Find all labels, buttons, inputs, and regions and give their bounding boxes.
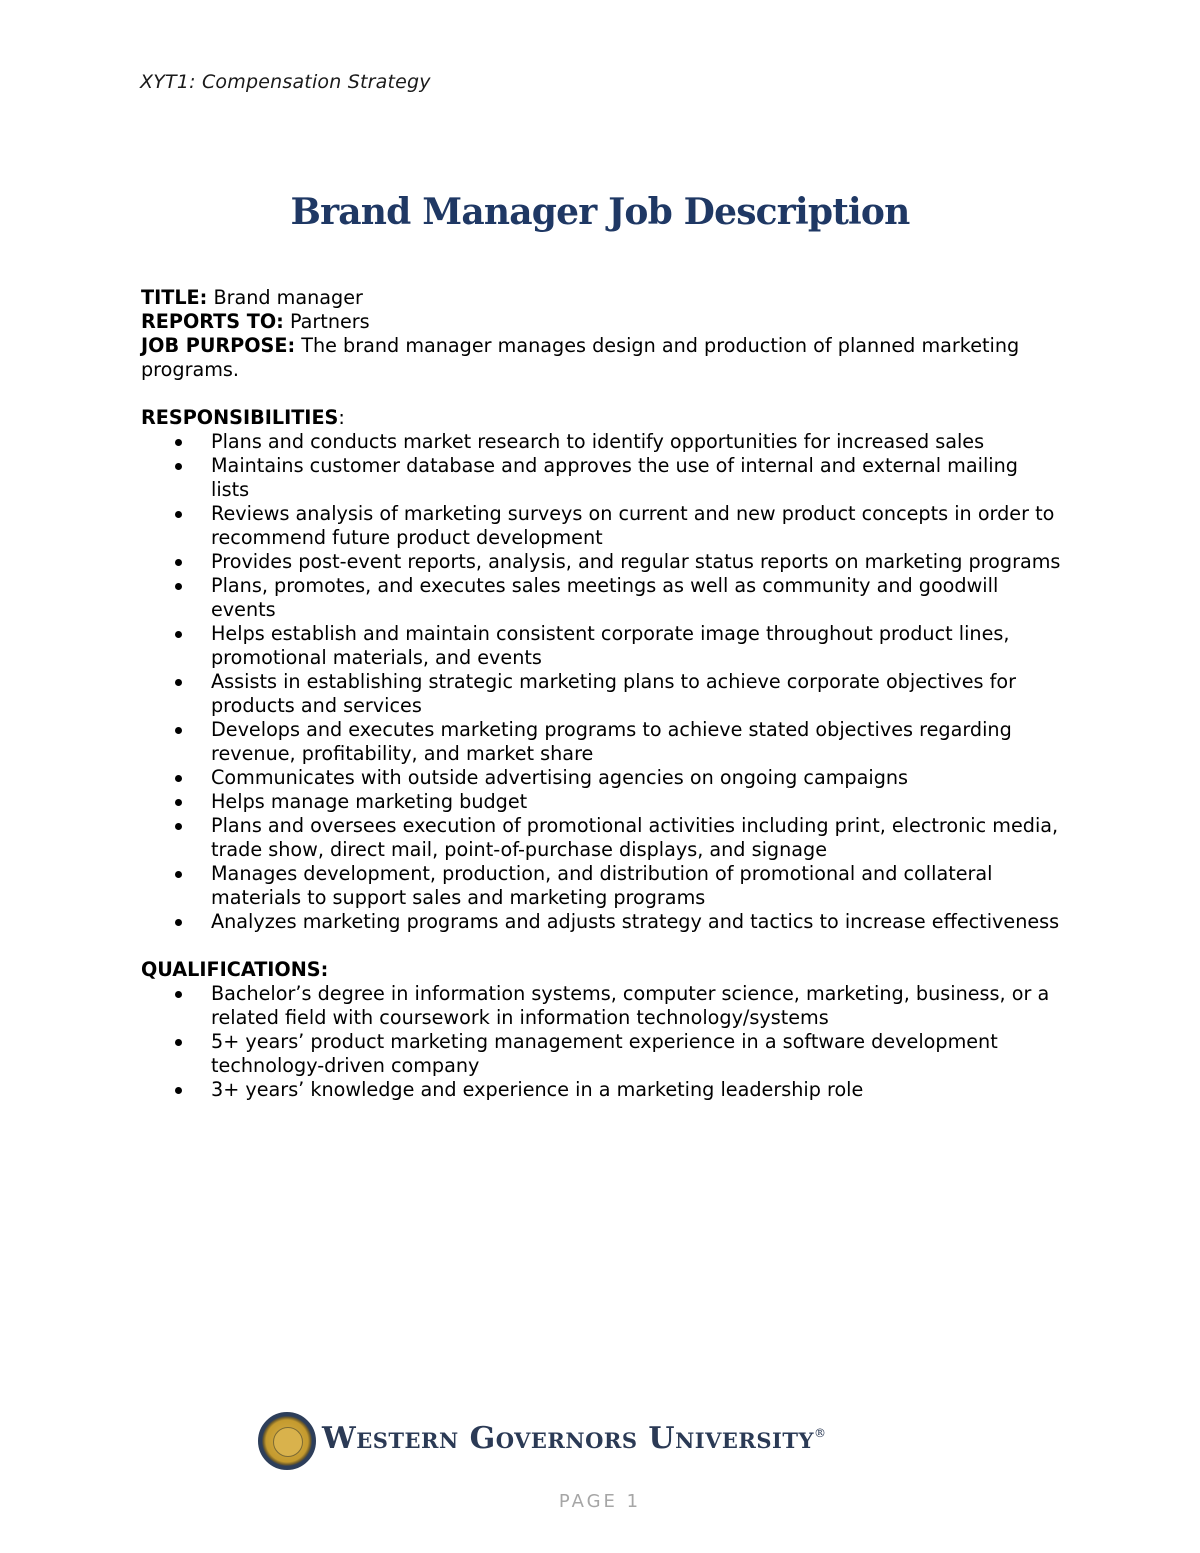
list-item-text: Helps establish and maintain consistent corporate image throughout product lines, promotional materials, and events bbox=[211, 622, 1010, 669]
list-item bbox=[141, 766, 1061, 790]
job-purpose-value: The brand manager manages design and production of planned marketing programs. bbox=[141, 334, 1020, 381]
bullet-icon bbox=[175, 919, 182, 926]
page-header-text: XYT1: Compensation Strategy bbox=[140, 71, 431, 93]
list-item bbox=[141, 670, 1061, 718]
university-name: Western Governors University bbox=[322, 1421, 814, 1456]
list-item bbox=[141, 574, 1061, 622]
university-logo bbox=[258, 1412, 908, 1470]
list-item-text: Communicates with outside advertising agencies on ongoing campaigns bbox=[211, 766, 909, 789]
bullet-icon bbox=[175, 799, 182, 806]
list-item bbox=[141, 790, 1061, 814]
list-item bbox=[141, 622, 1061, 670]
list-item bbox=[141, 430, 1061, 454]
responsibilities-heading-colon: : bbox=[338, 406, 345, 429]
responsibilities-list bbox=[141, 430, 1061, 934]
list-item-text: Maintains customer database and approves the use of internal and external mailing lists bbox=[211, 454, 1018, 501]
list-item-text: Helps manage marketing budget bbox=[211, 790, 528, 813]
bullet-icon bbox=[175, 631, 182, 638]
list-item-text: Develops and executes marketing programs to achieve stated objectives regarding revenue, profitability, and market share bbox=[211, 718, 1012, 765]
qualifications-list bbox=[141, 982, 1061, 1102]
bullet-icon bbox=[175, 511, 182, 518]
registered-mark: ® bbox=[813, 1426, 827, 1440]
bullet-icon bbox=[175, 991, 182, 998]
title-field-label: TITLE: bbox=[141, 286, 208, 309]
document-title: Brand Manager Job Description bbox=[290, 191, 910, 233]
list-item-text: 5+ years’ product marketing management experience in a software development technology-driven company bbox=[211, 1030, 998, 1077]
list-item bbox=[141, 718, 1061, 766]
bullet-icon bbox=[175, 583, 182, 590]
list-item bbox=[141, 982, 1061, 1030]
responsibilities-heading-text: RESPONSIBILITIES bbox=[141, 406, 339, 429]
list-item-text: Plans and conducts market research to identify opportunities for increased sales bbox=[211, 430, 985, 453]
bullet-icon bbox=[175, 871, 182, 878]
reports-to-label: REPORTS TO: bbox=[141, 310, 284, 333]
document-body bbox=[141, 286, 1061, 1102]
list-item-text: Manages development, production, and distribution of promotional and collateral materials to support sales and marketing programs bbox=[211, 862, 993, 909]
reports-to-field bbox=[141, 310, 1061, 334]
job-purpose-field bbox=[141, 334, 1061, 382]
list-item-text: Plans, promotes, and executes sales meetings as well as community and goodwill events bbox=[211, 574, 999, 621]
job-purpose-label: JOB PURPOSE: bbox=[141, 334, 296, 357]
bullet-icon bbox=[175, 823, 182, 830]
university-seal-icon bbox=[258, 1412, 316, 1470]
list-item-text: Plans and oversees execution of promotional activities including print, electronic media, trade show, direct mail, point-of-purchase displays, and signage bbox=[211, 814, 1059, 861]
reports-to-value: Partners bbox=[289, 310, 370, 333]
list-item bbox=[141, 862, 1061, 910]
list-item-text: Analyzes marketing programs and adjusts strategy and tactics to increase effectiveness bbox=[211, 910, 1060, 933]
seal-center bbox=[273, 1427, 303, 1457]
qualifications-heading: QUALIFICATIONS: bbox=[141, 958, 329, 981]
bullet-icon bbox=[175, 727, 182, 734]
bullet-icon bbox=[175, 463, 182, 470]
bullet-icon bbox=[175, 559, 182, 566]
list-item bbox=[141, 1078, 1061, 1102]
list-item-text: Assists in establishing strategic marketing plans to achieve corporate objectives for products and services bbox=[211, 670, 1017, 717]
list-item bbox=[141, 550, 1061, 574]
bullet-icon bbox=[175, 1087, 182, 1094]
responsibilities-heading bbox=[141, 406, 1061, 430]
list-item bbox=[141, 910, 1061, 934]
bullet-icon bbox=[175, 439, 182, 446]
university-wordmark bbox=[322, 1421, 826, 1456]
title-field-value: Brand manager bbox=[213, 286, 363, 309]
list-item-text: Reviews analysis of marketing surveys on current and new product concepts in order to recommend future product development bbox=[211, 502, 1055, 549]
list-item-text: Provides post-event reports, analysis, and regular status reports on marketing programs bbox=[211, 550, 1061, 573]
list-item bbox=[141, 1030, 1061, 1078]
list-item bbox=[141, 454, 1061, 502]
bullet-icon bbox=[175, 1039, 182, 1046]
list-item-text: Bachelor’s degree in information systems, computer science, marketing, business, or a related field with coursework in information technology/systems bbox=[211, 982, 1050, 1029]
list-item bbox=[141, 814, 1061, 862]
bullet-icon bbox=[175, 679, 182, 686]
list-item-text: 3+ years’ knowledge and experience in a marketing leadership role bbox=[211, 1078, 864, 1101]
list-item bbox=[141, 502, 1061, 550]
bullet-icon bbox=[175, 775, 182, 782]
page-number: PAGE 1 bbox=[558, 1491, 642, 1512]
title-field bbox=[141, 286, 1061, 310]
